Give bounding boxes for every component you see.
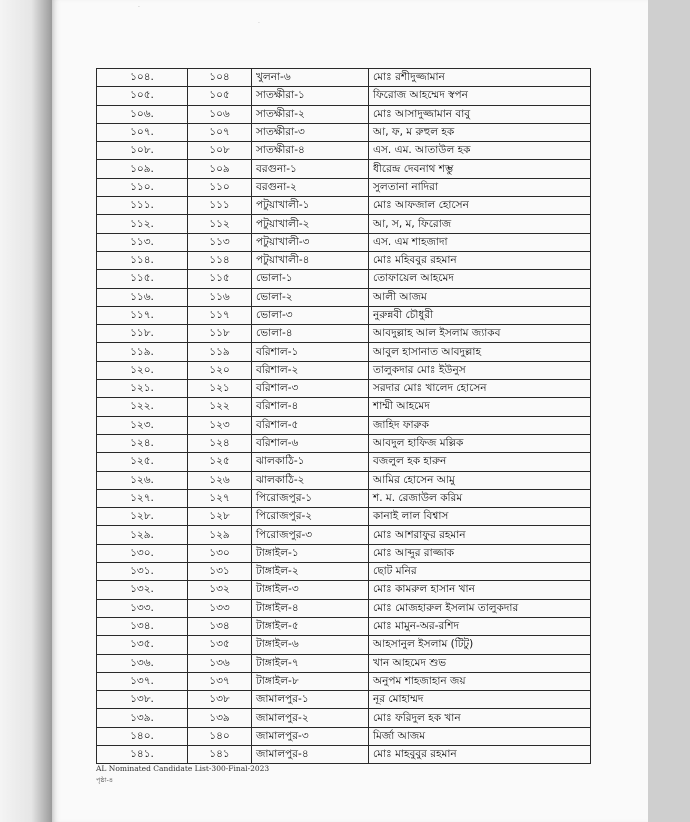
seat-number-cell: ১২০ (188, 361, 252, 379)
table-row (97, 727, 591, 745)
seat-number-cell: ১৩৮ (188, 691, 252, 709)
table-row (97, 288, 591, 306)
constituency-cell: সাতক্ষীরা-২ (252, 105, 369, 123)
serial-cell: ১১৩. (97, 233, 188, 251)
table-row (97, 123, 591, 141)
constituency-cell: সাতক্ষীরা-১ (252, 87, 369, 105)
serial-cell: ১৩১. (97, 563, 188, 581)
candidate-name-cell: মোঃ রশীদুজ্জামান (369, 69, 591, 87)
candidate-table-body (97, 69, 591, 764)
seat-number-cell: ১১৮ (188, 325, 252, 343)
constituency-cell: বরগুনা-১ (252, 160, 369, 178)
table-row (97, 636, 591, 654)
table-row (97, 489, 591, 507)
table-row (97, 416, 591, 434)
table-row (97, 142, 591, 160)
serial-cell: ১৩০. (97, 544, 188, 562)
seat-number-cell: ১২৩ (188, 416, 252, 434)
constituency-cell: ভোলা-৪ (252, 325, 369, 343)
seat-number-cell: ১৪০ (188, 727, 252, 745)
serial-cell: ১৪১. (97, 745, 188, 763)
seat-number-cell: ১২১ (188, 380, 252, 398)
page-number: পৃষ্ঠা-৪ (96, 776, 114, 784)
candidate-name-cell: মোঃ মামুন-অর-রশিদ (369, 617, 591, 635)
serial-cell: ১১৫. (97, 270, 188, 288)
constituency-cell: সাতক্ষীরা-৩ (252, 123, 369, 141)
serial-cell: ১২১. (97, 380, 188, 398)
constituency-cell: টাঙ্গাইল-৪ (252, 599, 369, 617)
constituency-cell: বরগুনা-২ (252, 178, 369, 196)
seat-number-cell: ১৩৭ (188, 672, 252, 690)
serial-cell: ১৩৫. (97, 636, 188, 654)
table-row (97, 672, 591, 690)
constituency-cell: জামালপুর-২ (252, 709, 369, 727)
table-row (97, 325, 591, 343)
candidate-name-cell: আবুল হাসানাত আবদুল্লাহ (369, 343, 591, 361)
seat-number-cell: ১১৫ (188, 270, 252, 288)
serial-cell: ১৩৬. (97, 654, 188, 672)
candidate-name-cell: সরদার মোঃ খালেদ হোসেন (369, 380, 591, 398)
candidate-name-cell: এস. এম. আতাউল হক (369, 142, 591, 160)
constituency-cell: ভোলা-৩ (252, 306, 369, 324)
constituency-cell: পটুয়াখালী-৪ (252, 251, 369, 269)
seat-number-cell: ১২৯ (188, 526, 252, 544)
seat-number-cell: ১৩১ (188, 563, 252, 581)
candidate-name-cell: তালুকদার মোঃ ইউনুস (369, 361, 591, 379)
candidate-name-cell: জাহিদ ফারুক (369, 416, 591, 434)
serial-cell: ১৩৪. (97, 617, 188, 635)
serial-cell: ১৩৩. (97, 599, 188, 617)
candidate-name-cell: আহসানুল ইসলাম (টিটু) (369, 636, 591, 654)
constituency-cell: জামালপুর-৪ (252, 745, 369, 763)
constituency-cell: বরিশাল-৫ (252, 416, 369, 434)
candidate-name-cell: মোঃ কামরুল হাসান খান (369, 581, 591, 599)
seat-number-cell: ১০৫ (188, 87, 252, 105)
constituency-cell: বরিশাল-৪ (252, 398, 369, 416)
seat-number-cell: ১০৪ (188, 69, 252, 87)
candidate-name-cell: আবদুল্লাহ আল ইসলাম জ্যাকব (369, 325, 591, 343)
candidate-name-cell: আমির হোসেন আমু (369, 471, 591, 489)
seat-number-cell: ১১২ (188, 215, 252, 233)
serial-cell: ১৩৯. (97, 709, 188, 727)
seat-number-cell: ১৩০ (188, 544, 252, 562)
table-row (97, 233, 591, 251)
serial-cell: ১১২. (97, 215, 188, 233)
seat-number-cell: ১২৬ (188, 471, 252, 489)
candidate-name-cell: মোঃ মহিববুর রহমান (369, 251, 591, 269)
constituency-cell: টাঙ্গাইল-২ (252, 563, 369, 581)
constituency-cell: টাঙ্গাইল-৩ (252, 581, 369, 599)
table-row (97, 508, 591, 526)
constituency-cell: পটুয়াখালী-৩ (252, 233, 369, 251)
candidate-name-cell: ফিরোজ আহম্মেদ স্বপন (369, 87, 591, 105)
candidate-name-cell: খান আহমেদ শুভ (369, 654, 591, 672)
seat-number-cell: ১০৬ (188, 105, 252, 123)
constituency-cell: বরিশাল-২ (252, 361, 369, 379)
table-row (97, 745, 591, 763)
table-row (97, 380, 591, 398)
constituency-cell: খুলনা-৬ (252, 69, 369, 87)
seat-number-cell: ১১৩ (188, 233, 252, 251)
table-row (97, 544, 591, 562)
constituency-cell: বরিশাল-৩ (252, 380, 369, 398)
serial-cell: ১৩৭. (97, 672, 188, 690)
seat-number-cell: ১৪১ (188, 745, 252, 763)
table-row (97, 691, 591, 709)
constituency-cell: টাঙ্গাইল-৫ (252, 617, 369, 635)
serial-cell: ১১৯. (97, 343, 188, 361)
scan-speck: · (258, 20, 260, 27)
seat-number-cell: ১১৯ (188, 343, 252, 361)
serial-cell: ১৪০. (97, 727, 188, 745)
candidate-name-cell: তোফায়েল আহমেদ (369, 270, 591, 288)
serial-cell: ১১৪. (97, 251, 188, 269)
seat-number-cell: ১১১ (188, 197, 252, 215)
constituency-cell: টাঙ্গাইল-৭ (252, 654, 369, 672)
constituency-cell: টাঙ্গাইল-১ (252, 544, 369, 562)
table-row (97, 526, 591, 544)
seat-number-cell: ১৩৫ (188, 636, 252, 654)
candidate-name-cell: কানাই লাল বিশ্বাস (369, 508, 591, 526)
serial-cell: ১১১. (97, 197, 188, 215)
table-row (97, 160, 591, 178)
serial-cell: ১২৩. (97, 416, 188, 434)
serial-cell: ১১৭. (97, 306, 188, 324)
candidate-name-cell: মোঃ মাহবুবুর রহমান (369, 745, 591, 763)
constituency-cell: বরিশাল-৬ (252, 434, 369, 452)
seat-number-cell: ১১০ (188, 178, 252, 196)
constituency-cell: টাঙ্গাইল-৮ (252, 672, 369, 690)
constituency-cell: পিরোজপুর-১ (252, 489, 369, 507)
table-row (97, 471, 591, 489)
seat-number-cell: ১২৪ (188, 434, 252, 452)
table-row (97, 453, 591, 471)
serial-cell: ১০৭. (97, 123, 188, 141)
table-row (97, 197, 591, 215)
constituency-cell: জামালপুর-৩ (252, 727, 369, 745)
candidate-name-cell: ছোট মনির (369, 563, 591, 581)
serial-cell: ১৩৮. (97, 691, 188, 709)
table-row (97, 270, 591, 288)
candidate-name-cell: মোঃ আসাদুজ্জামান বাবু (369, 105, 591, 123)
seat-number-cell: ১১৬ (188, 288, 252, 306)
seat-number-cell: ১২৫ (188, 453, 252, 471)
constituency-cell: পটুয়াখালী-২ (252, 215, 369, 233)
candidate-name-cell: মোঃ মোজহারুল ইসলাম তালুকদার (369, 599, 591, 617)
candidate-name-cell: আ, স, ম, ফিরোজ (369, 215, 591, 233)
constituency-cell: বরিশাল-১ (252, 343, 369, 361)
table-row (97, 654, 591, 672)
seat-number-cell: ১৩৪ (188, 617, 252, 635)
seat-number-cell: ১০৮ (188, 142, 252, 160)
table-row (97, 599, 591, 617)
serial-cell: ১০৬. (97, 105, 188, 123)
candidate-name-cell: শাম্মী আহমেদ (369, 398, 591, 416)
serial-cell: ১২৫. (97, 453, 188, 471)
table-row (97, 215, 591, 233)
candidate-name-cell: মোঃ আব্দুর রাজ্জাক (369, 544, 591, 562)
table-row (97, 563, 591, 581)
serial-cell: ১০৪. (97, 69, 188, 87)
serial-cell: ১০৫. (97, 87, 188, 105)
serial-cell: ১০৮. (97, 142, 188, 160)
document-footer-name: AL Nominated Candidate List-300-Final-2023 (96, 764, 270, 773)
serial-cell: ১৩২. (97, 581, 188, 599)
seat-number-cell: ১০৯ (188, 160, 252, 178)
table-row (97, 617, 591, 635)
serial-cell: ১১৮. (97, 325, 188, 343)
candidate-name-cell: সুলতানা নাদিরা (369, 178, 591, 196)
serial-cell: ১২০. (97, 361, 188, 379)
seat-number-cell: ১৩৩ (188, 599, 252, 617)
table-row (97, 178, 591, 196)
constituency-cell: টাঙ্গাইল-৬ (252, 636, 369, 654)
candidate-name-cell: আ, ফ, ম রুহুল হক (369, 123, 591, 141)
seat-number-cell: ১৩৯ (188, 709, 252, 727)
seat-number-cell: ১৩৬ (188, 654, 252, 672)
table-row (97, 105, 591, 123)
serial-cell: ১২২. (97, 398, 188, 416)
table-row (97, 581, 591, 599)
seat-number-cell: ১১৪ (188, 251, 252, 269)
candidate-name-cell: আলী আজম (369, 288, 591, 306)
constituency-cell: ভোলা-১ (252, 270, 369, 288)
candidate-name-cell: নূর মোহাম্মদ (369, 691, 591, 709)
table-row (97, 434, 591, 452)
constituency-cell: জামালপুর-১ (252, 691, 369, 709)
candidate-name-cell: নুরুন্নবী চৌধুরী (369, 306, 591, 324)
seat-number-cell: ১০৭ (188, 123, 252, 141)
serial-cell: ১১০. (97, 178, 188, 196)
candidate-name-cell: বজলুল হক হারুন (369, 453, 591, 471)
candidate-name-cell: মোঃ আশরাফুর রহমান (369, 526, 591, 544)
candidate-name-cell: অনুপম শাহজাহান জয় (369, 672, 591, 690)
table-row (97, 251, 591, 269)
candidate-name-cell: মোঃ আফজাল হোসেন (369, 197, 591, 215)
candidate-name-cell: এস. এম শাহজাদা (369, 233, 591, 251)
seat-number-cell: ১২৮ (188, 508, 252, 526)
serial-cell: ১২৪. (97, 434, 188, 452)
serial-cell: ১১৬. (97, 288, 188, 306)
serial-cell: ১০৯. (97, 160, 188, 178)
seat-number-cell: ১১৭ (188, 306, 252, 324)
candidate-name-cell: শ. ম. রেজাউল করিম (369, 489, 591, 507)
scan-left-edge (0, 0, 52, 822)
constituency-cell: পিরোজপুর-৩ (252, 526, 369, 544)
table-row (97, 361, 591, 379)
table-row (97, 398, 591, 416)
constituency-cell: পটুয়াখালী-১ (252, 197, 369, 215)
candidate-table (96, 68, 591, 764)
seat-number-cell: ১২৭ (188, 489, 252, 507)
table-row (97, 306, 591, 324)
serial-cell: ১২৮. (97, 508, 188, 526)
serial-cell: ১২৭. (97, 489, 188, 507)
table-row (97, 343, 591, 361)
constituency-cell: ঝালকাঠি-১ (252, 453, 369, 471)
scan-speck: · (138, 4, 140, 11)
candidate-name-cell: ধীরেন্দ্র দেবনাথ শম্ভু (369, 160, 591, 178)
candidate-name-cell: আবদুল হাফিজ মল্লিক (369, 434, 591, 452)
candidate-name-cell: মির্জা আজম (369, 727, 591, 745)
table-row (97, 709, 591, 727)
constituency-cell: ভোলা-২ (252, 288, 369, 306)
serial-cell: ১২৯. (97, 526, 188, 544)
constituency-cell: সাতক্ষীরা-৪ (252, 142, 369, 160)
table-row (97, 69, 591, 87)
table-row (97, 87, 591, 105)
seat-number-cell: ১২২ (188, 398, 252, 416)
serial-cell: ১২৬. (97, 471, 188, 489)
seat-number-cell: ১৩২ (188, 581, 252, 599)
constituency-cell: পিরোজপুর-২ (252, 508, 369, 526)
constituency-cell: ঝালকাঠি-২ (252, 471, 369, 489)
candidate-name-cell: মোঃ ফরিদুল হক খান (369, 709, 591, 727)
